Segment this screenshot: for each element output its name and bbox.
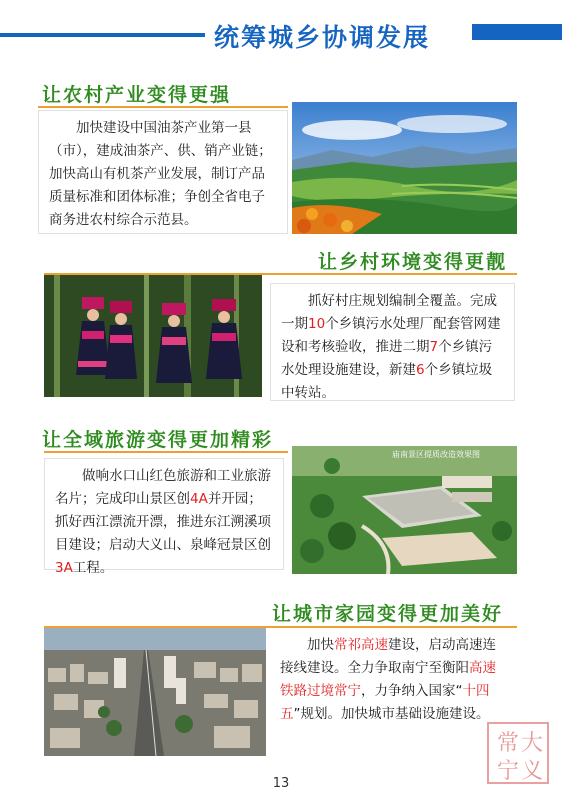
page-title: 统筹城乡协调发展 bbox=[214, 23, 431, 52]
highlight-text: 4A bbox=[190, 491, 208, 507]
ethnic-costume-image bbox=[44, 275, 262, 397]
title-right-block bbox=[472, 24, 562, 40]
body-text: 工程。 bbox=[72, 560, 114, 576]
body-text: 个乡镇垃圾中转站。 bbox=[281, 362, 493, 401]
highlight-text: 高速铁路过境常宁 bbox=[280, 660, 496, 699]
section-1-heading: 让农村产业变得更强 bbox=[42, 84, 232, 106]
section-2-heading: 让乡村环境变得更靓 bbox=[318, 251, 508, 273]
highlight-text: 6 bbox=[416, 362, 425, 378]
seal-char: 常 bbox=[497, 731, 520, 756]
seal-char: 义 bbox=[521, 759, 544, 784]
city-aerial-image bbox=[44, 628, 266, 756]
seal-char: 宁 bbox=[497, 759, 520, 784]
highlight-text: 10 bbox=[308, 316, 326, 332]
body-text: 并开园；抓好西江漂流开漂，推进东江溯溪项目建设；启动大义山、泉峰冠景区创 bbox=[55, 491, 271, 553]
section-3-underline bbox=[44, 451, 288, 453]
seal-stamp bbox=[487, 722, 549, 784]
highlight-text: 7 bbox=[429, 339, 439, 355]
body-text: ”规划。加快城市基础设施建设。 bbox=[293, 706, 490, 722]
section-1-underline bbox=[38, 106, 288, 108]
highlight-text: 3A bbox=[55, 560, 73, 576]
image-caption: 庙南景区提质改造效果图 bbox=[392, 450, 480, 459]
seal-char: 大 bbox=[521, 731, 544, 756]
body-text: ，力争纳入国家“ bbox=[361, 683, 463, 699]
section-4-text bbox=[270, 628, 518, 752]
body-text: 个乡镇污水处理厂配套管网建设和考核验收，推进二期 bbox=[281, 316, 501, 355]
section-1-text bbox=[38, 110, 288, 234]
body-text: 个乡镇污水处理设施建设，新建 bbox=[281, 339, 493, 378]
section-2-text bbox=[270, 283, 515, 401]
tea-plantation-image bbox=[292, 102, 517, 234]
section-3-text bbox=[44, 458, 284, 576]
body-text: 建设，启动高速连接线建设。全力争取南宁至衡阳 bbox=[280, 637, 496, 676]
body-text: 抓好村庄规划编制全覆盖。完成一期 bbox=[281, 293, 497, 332]
section-3-heading: 让全域旅游变得更加精彩 bbox=[42, 429, 274, 451]
scenic-rendering-image bbox=[292, 446, 517, 574]
title-left-rule bbox=[0, 33, 205, 37]
body-text: 做响水口山红色旅游和工业旅游名片；完成印山景区创 bbox=[55, 468, 271, 507]
page-number: 13 bbox=[272, 776, 290, 791]
highlight-text: 十四五 bbox=[280, 683, 490, 722]
body-text: 加快建设中国油茶产业第一县（市），建成油茶产、供、销产业链；加快高山有机茶产业发展，制订产品质量标准和团体标准；争创全省电子商务进农村综合示范县。 bbox=[49, 120, 272, 228]
highlight-text: 常祁高速 bbox=[334, 637, 388, 653]
body-text: 加快 bbox=[307, 637, 334, 653]
section-4-heading: 让城市家园变得更加美好 bbox=[272, 603, 504, 625]
